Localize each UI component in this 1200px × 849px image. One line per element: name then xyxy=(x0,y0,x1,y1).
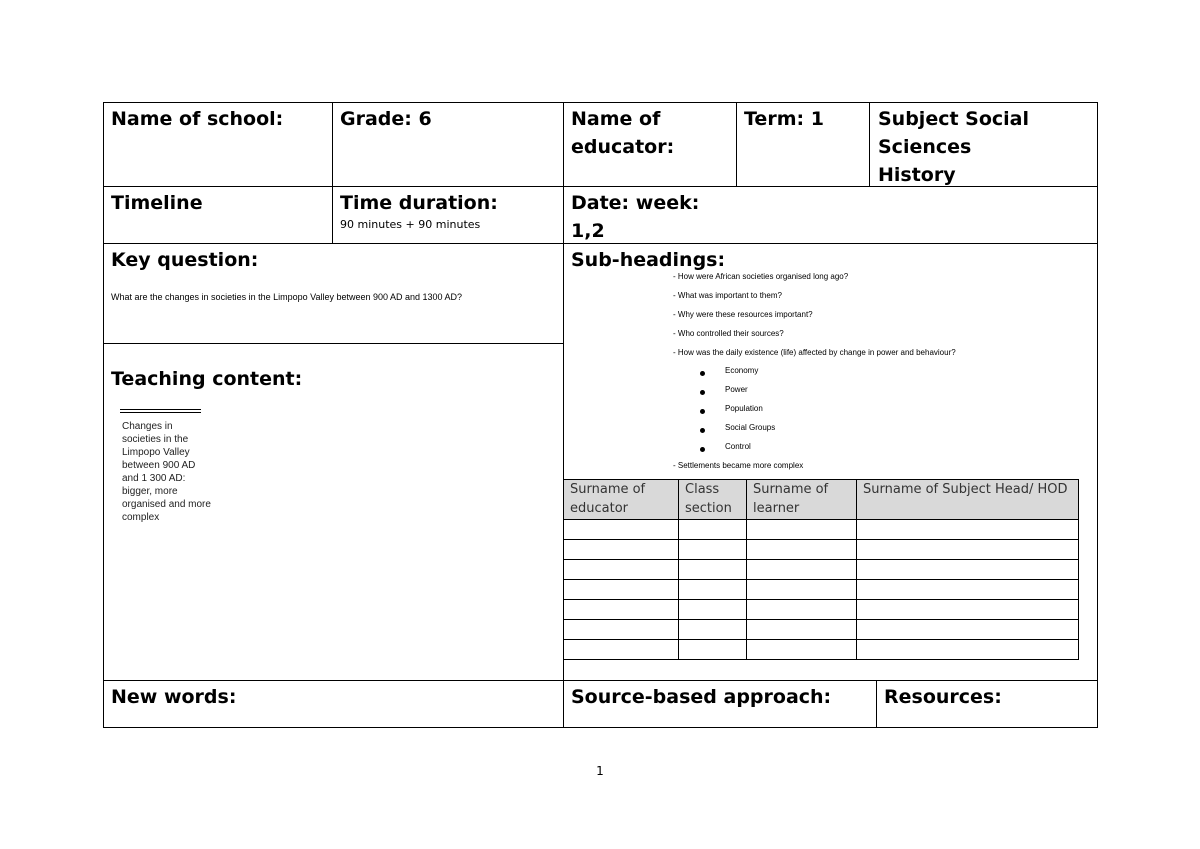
bullet-item: Economy xyxy=(725,366,759,375)
bullet-item: Power xyxy=(725,385,748,394)
subject-label xyxy=(878,105,1029,189)
bullet-item: Social Groups xyxy=(725,423,776,432)
bullet-icon xyxy=(700,428,705,433)
table-cell[interactable] xyxy=(679,620,747,640)
table-cell[interactable] xyxy=(679,640,747,660)
subheading-item: - How was the daily existence (life) affected by change in power and behaviour? xyxy=(673,348,956,357)
divider xyxy=(869,102,870,186)
staff-table xyxy=(563,479,1079,660)
bullet-icon xyxy=(700,390,705,395)
divider xyxy=(332,102,333,243)
new-words-label: New words: xyxy=(111,686,237,708)
subject-line: History xyxy=(878,164,956,186)
divider xyxy=(103,343,563,344)
table-header-cell: Class section xyxy=(679,480,747,520)
table-row xyxy=(564,640,1079,660)
resources-label: Resources: xyxy=(884,686,1002,708)
subheading-closing: - Settlements became more complex xyxy=(673,461,804,470)
table-cell[interactable] xyxy=(857,560,1079,580)
double-rule xyxy=(120,412,201,413)
source-based-label: Source-based approach: xyxy=(571,686,832,708)
table-cell[interactable] xyxy=(857,540,1079,560)
bullet-icon xyxy=(700,409,705,414)
table-cell[interactable] xyxy=(857,600,1079,620)
table-cell[interactable] xyxy=(564,540,679,560)
table-cell[interactable] xyxy=(564,520,679,540)
table-header-cell: Surname of learner xyxy=(747,480,857,520)
table-cell[interactable] xyxy=(747,640,857,660)
date-value: 1,2 xyxy=(571,220,605,242)
bullet-icon xyxy=(700,447,705,452)
table-header-cell: Surname of Subject Head/ HOD xyxy=(857,480,1079,520)
subheadings-label: Sub-headings: xyxy=(571,249,726,271)
duration-label: Time duration: xyxy=(340,192,498,214)
bullet-item: Control xyxy=(725,442,751,451)
subheading-item: - Why were these resources important? xyxy=(673,310,813,319)
timeline-label: Timeline xyxy=(111,192,203,214)
subject-line: Subject Social xyxy=(878,108,1030,130)
bullet-icon xyxy=(700,371,705,376)
double-rule xyxy=(120,409,201,410)
term-label: Term: 1 xyxy=(744,108,824,130)
table-cell[interactable] xyxy=(747,540,857,560)
table-cell[interactable] xyxy=(679,600,747,620)
bullet-item: Population xyxy=(725,404,763,413)
page-number: 1 xyxy=(596,764,604,778)
table-cell[interactable] xyxy=(747,520,857,540)
table-header-cell: Surname of educator xyxy=(564,480,679,520)
grade-label: Grade: 6 xyxy=(340,108,432,130)
table-row xyxy=(564,620,1079,640)
table-cell[interactable] xyxy=(564,560,679,580)
table-cell[interactable] xyxy=(857,640,1079,660)
teaching-content-text: Changes in societies in the Limpopo Valley between 900 AD and 1 300 AD: bigger, more organised and more complex xyxy=(122,421,211,523)
school-label: Name of school: xyxy=(111,108,284,130)
table-cell[interactable] xyxy=(857,520,1079,540)
key-question-label: Key question: xyxy=(111,249,259,271)
divider xyxy=(736,102,737,186)
divider xyxy=(103,680,1098,681)
subheading-item: - Who controlled their sources? xyxy=(673,329,784,338)
table-cell[interactable] xyxy=(679,580,747,600)
key-question-text: What are the changes in societies in the Limpopo Valley between 900 AD and 1300 AD? xyxy=(111,292,463,302)
table-cell[interactable] xyxy=(747,600,857,620)
subheading-item: - How were African societies organised long ago? xyxy=(673,272,849,281)
divider xyxy=(876,680,877,728)
educator-label-line: educator: xyxy=(571,136,675,158)
table-cell[interactable] xyxy=(857,580,1079,600)
table-cell[interactable] xyxy=(564,640,679,660)
duration-value: 90 minutes + 90 minutes xyxy=(340,218,481,231)
subject-line: Sciences xyxy=(878,136,972,158)
educator-label-line: Name of xyxy=(571,108,661,130)
table-row xyxy=(564,540,1079,560)
table-cell[interactable] xyxy=(564,580,679,600)
table-cell[interactable] xyxy=(679,540,747,560)
table-cell[interactable] xyxy=(564,620,679,640)
table-row xyxy=(564,600,1079,620)
table-row xyxy=(564,520,1079,540)
table-row xyxy=(564,580,1079,600)
table-cell[interactable] xyxy=(679,560,747,580)
subheading-item: - What was important to them? xyxy=(673,291,782,300)
educator-label xyxy=(571,105,674,161)
table-header-row xyxy=(564,480,1079,520)
table-cell[interactable] xyxy=(857,620,1079,640)
table-cell[interactable] xyxy=(747,560,857,580)
table-cell[interactable] xyxy=(747,620,857,640)
table-cell[interactable] xyxy=(564,600,679,620)
table-row xyxy=(564,560,1079,580)
date-label: Date: week: xyxy=(571,192,700,214)
teaching-content-label: Teaching content: xyxy=(111,368,303,390)
table-cell[interactable] xyxy=(747,580,857,600)
table-cell[interactable] xyxy=(679,520,747,540)
